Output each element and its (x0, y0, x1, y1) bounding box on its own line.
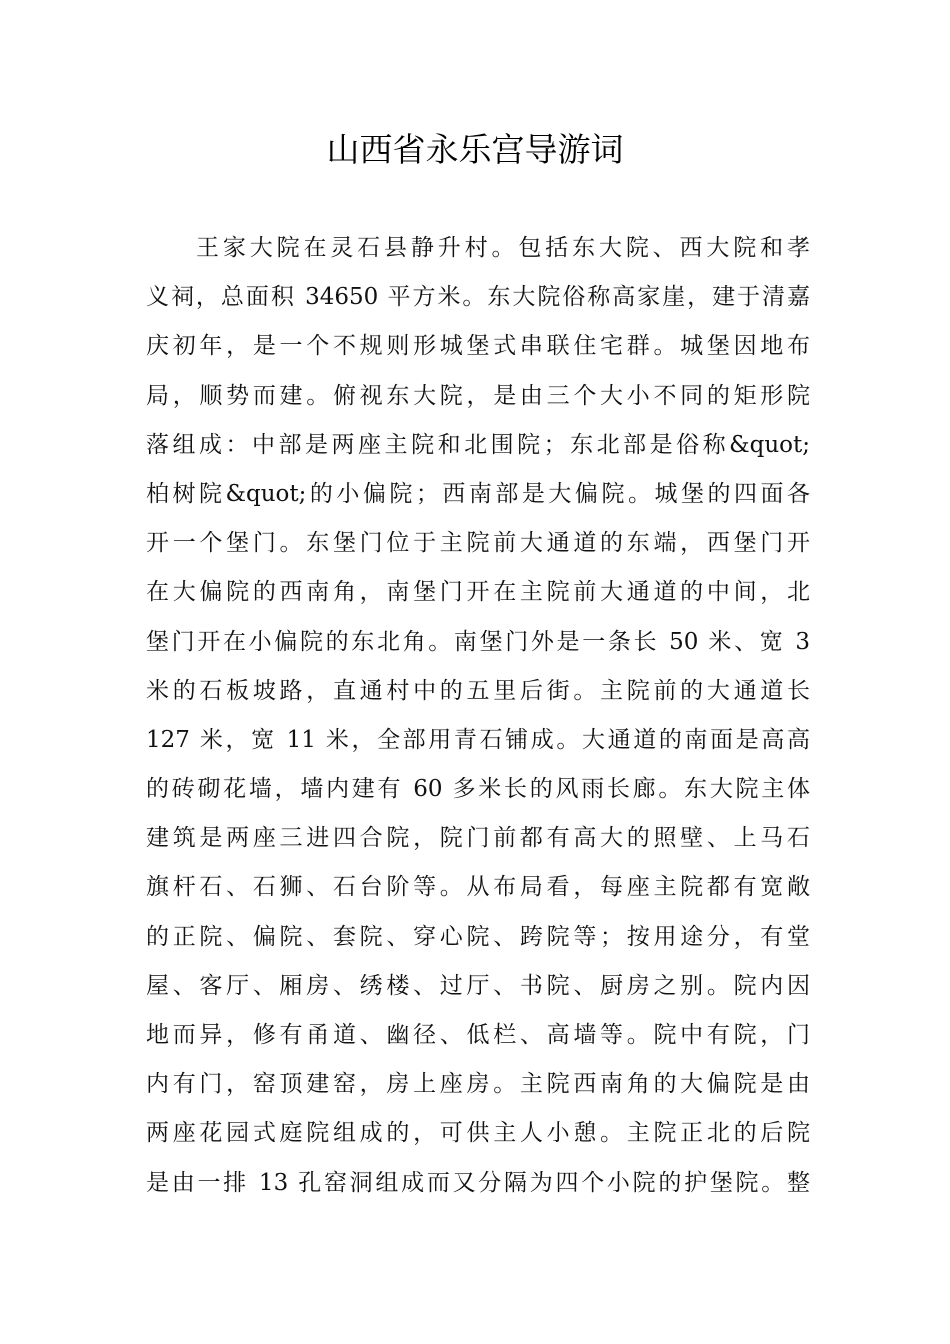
paragraph-line: 落组成：中部是两座主院和北围院；东北部是俗称&quot; (146, 431, 810, 458)
paragraph-line: 地而异，修有甬道、幽径、低栏、高墙等。院中有院，门 (146, 1022, 810, 1048)
paragraph-line: 庆初年，是一个不规则形城堡式串联住宅群。城堡因地布 (146, 333, 810, 360)
paragraph-line: 的砖砌花墙，墙内建有 60 多米长的风雨长廊。东大院主体 (146, 776, 810, 803)
paragraph-line: 开一个堡门。东堡门位于主院前大通道的东端，西堡门开 (146, 530, 810, 557)
paragraph-line: 的正院、偏院、套院、穿心院、跨院等；按用途分，有堂 (146, 923, 810, 950)
paragraph-line: 两座花园式庭院组成的，可供主人小憩。主院正北的后院 (146, 1120, 810, 1147)
paragraph-line: 局，顺势而建。俯视东大院，是由三个大小不同的矩形院 (146, 382, 810, 409)
paragraph-line: 127 米，宽 11 米，全部用青石铺成。大通道的南面是高高 (146, 726, 810, 753)
paragraph-line: 是由一排 13 孔窑洞组成而又分隔为四个小院的护堡院。整 (146, 1169, 810, 1196)
paragraph-line: 王家大院在灵石县静升村。包括东大院、西大院和孝 (196, 235, 810, 261)
paragraph-line: 内有门，窑顶建窑，房上座房。主院西南角的大偏院是由 (146, 1071, 810, 1098)
paragraph-line: 建筑是两座三进四合院，院门前都有高大的照壁、上马石 (146, 825, 810, 852)
paragraph-line: 堡门开在小偏院的东北角。南堡门外是一条长 50 米、宽 3 (146, 628, 810, 655)
body-paragraph (146, 224, 810, 1208)
paragraph-line: 在大偏院的西南角，南堡门开在主院前大通道的中间，北 (146, 579, 810, 606)
paragraph-line: 柏树院&quot;的小偏院；西南部是大偏院。城堡的四面各 (146, 480, 810, 507)
paragraph-line: 米的石板坡路，直通村中的五里后街。主院前的大通道长 (146, 677, 810, 704)
paragraph-line: 义祠，总面积 34650 平方米。东大院俗称高家崖，建于清嘉 (146, 284, 810, 311)
paragraph-line: 旗杆石、石狮、石台阶等。从布局看，每座主院都有宽敞 (146, 874, 810, 901)
document-title: 山西省永乐宫导游词 (326, 130, 624, 169)
paragraph-line: 屋、客厅、厢房、绣楼、过厅、书院、厨房之别。院内因 (146, 972, 810, 999)
